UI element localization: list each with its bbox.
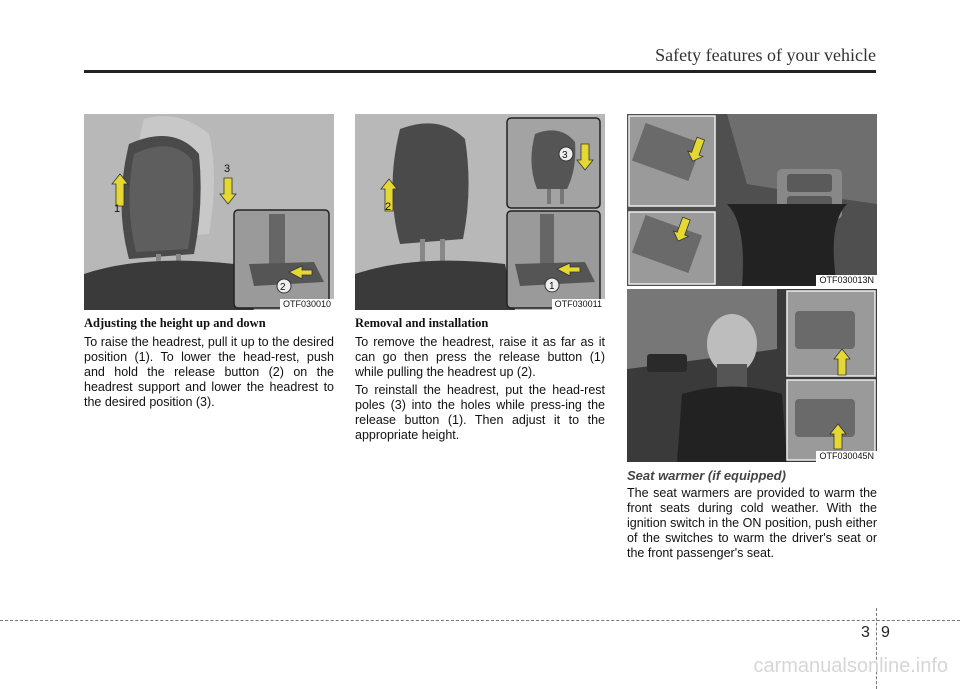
headrest-removal-illustration (355, 114, 605, 310)
figure-seat-warmer-shifter (627, 289, 877, 462)
headrest-adjust-illustration (84, 114, 334, 310)
paragraph: To raise the headrest, pull it up to the desired position (1). To lower the head-rest, push and hold the release button (2) on the headrest support and lower the headrest to the desired position (3). (84, 335, 334, 409)
figure-headrest-removal (355, 114, 605, 310)
paragraph: To remove the headrest, raise it as far as it can go then press the release button (1) while pulling the headrest up (2). (355, 335, 605, 379)
section-body (84, 335, 334, 410)
section-title: Removal and installation (355, 316, 489, 330)
footer-rule (0, 620, 960, 621)
seat-warmer-shifter-illustration (627, 289, 877, 462)
section-title: Adjusting the height up and down (84, 316, 266, 330)
figure-headrest-adjust (84, 114, 334, 310)
section-body (355, 335, 605, 443)
figure-code: OTF030045N (816, 451, 877, 462)
watermark: carmanualsonline.info (753, 655, 948, 677)
figure-code: OTF030010 (280, 299, 334, 310)
header-rule (84, 70, 876, 73)
section-body (627, 486, 877, 561)
label-1: 1 (114, 203, 121, 215)
section-heading: Seat warmer (if equipped) (627, 468, 786, 483)
column-3 (627, 468, 877, 564)
column-2 (355, 316, 605, 446)
page-number: 9 (881, 624, 890, 641)
label-2: 2 (385, 201, 392, 213)
figure-code: OTF030011 (552, 299, 605, 310)
figure-code: OTF030013N (816, 275, 877, 286)
label-1: 1 (549, 281, 555, 292)
figure-seat-warmer-switches (627, 114, 877, 286)
label-3: 3 (562, 150, 568, 161)
page-header-title: Safety features of your vehicle (655, 45, 876, 65)
label-2: 2 (280, 282, 286, 293)
seat-warmer-switch-illustration (627, 114, 877, 286)
paragraph: To reinstall the headrest, put the head-rest poles (3) into the holes while press-ing the release button (1). Then adjust it to the appropriate height. (355, 383, 605, 442)
paragraph: The seat warmers are provided to warm the front seats during cold weather. With the ignition switch in the ON position, push either of the switches to warm the driver's seat or the front passenger's seat. (627, 486, 877, 560)
chapter-number: 3 (861, 624, 870, 641)
column-1 (84, 316, 334, 413)
label-3: 3 (224, 163, 231, 175)
